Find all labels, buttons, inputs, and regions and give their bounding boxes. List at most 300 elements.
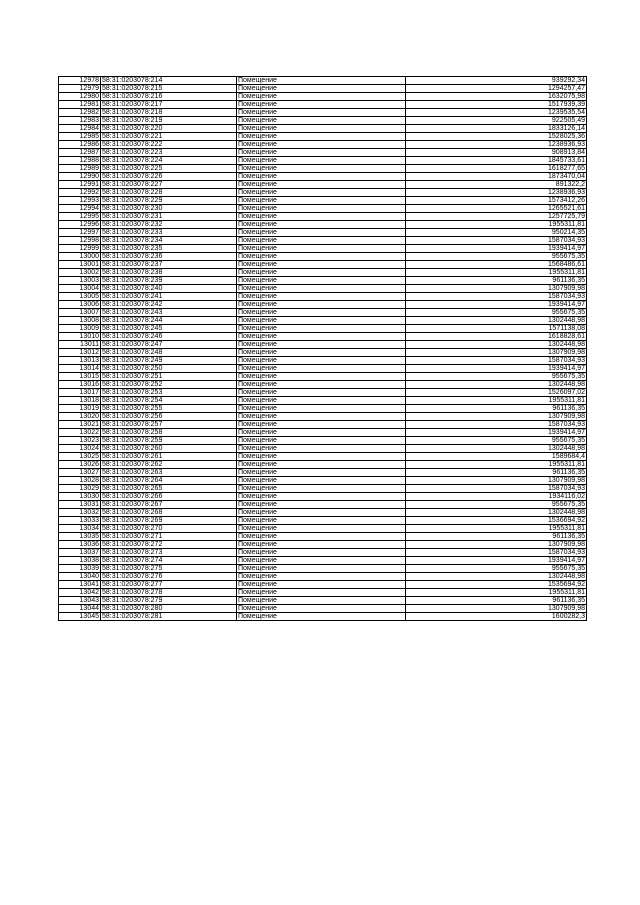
cadastral-number-cell: 58:31:0203078:222 [101, 141, 237, 149]
cadastral-value-cell: 1302448,98 [406, 573, 587, 581]
cadastral-number-cell: 58:31:0203078:221 [101, 133, 237, 141]
table-row [59, 573, 587, 581]
table-row [59, 509, 587, 517]
table-row [59, 77, 587, 85]
object-type-cell: Помещение [237, 141, 406, 149]
cadastral-value-cell: 1528025,36 [406, 133, 587, 141]
row-number-cell: 12993 [59, 197, 101, 205]
row-number-cell: 13040 [59, 573, 101, 581]
row-number-cell: 12990 [59, 173, 101, 181]
row-number-cell: 13025 [59, 453, 101, 461]
row-number-cell: 12980 [59, 93, 101, 101]
cadastral-number-cell: 58:31:0203078:256 [101, 413, 237, 421]
row-number-cell: 13016 [59, 381, 101, 389]
cadastral-value-cell: 950214,35 [406, 229, 587, 237]
cadastral-number-cell: 58:31:0203078:227 [101, 181, 237, 189]
object-type-cell: Помещение [237, 117, 406, 125]
table-row [59, 341, 587, 349]
cadastral-number-cell: 58:31:0203078:250 [101, 365, 237, 373]
object-type-cell: Помещение [237, 469, 406, 477]
cadastral-value-cell: 1934116,02 [406, 493, 587, 501]
object-type-cell: Помещение [237, 333, 406, 341]
cadastral-value-cell: 1587034,93 [406, 237, 587, 245]
cadastral-value-cell: 1302448,98 [406, 509, 587, 517]
cadastral-number-cell: 58:31:0203078:232 [101, 221, 237, 229]
row-number-cell: 13000 [59, 253, 101, 261]
cadastral-value-cell: 1955311,81 [406, 221, 587, 229]
cadastral-value-cell: 961136,35 [406, 533, 587, 541]
row-number-cell: 13013 [59, 357, 101, 365]
object-type-cell: Помещение [237, 405, 406, 413]
row-number-cell: 12983 [59, 117, 101, 125]
table-row [59, 141, 587, 149]
cadastral-number-cell: 58:31:0203078:267 [101, 501, 237, 509]
object-type-cell: Помещение [237, 413, 406, 421]
cadastral-number-cell: 58:31:0203078:274 [101, 557, 237, 565]
object-type-cell: Помещение [237, 293, 406, 301]
row-number-cell: 13001 [59, 261, 101, 269]
table-row [59, 197, 587, 205]
cadastral-number-cell: 58:31:0203078:240 [101, 285, 237, 293]
cadastral-value-cell: 1517939,39 [406, 101, 587, 109]
cadastral-value-cell: 961136,35 [406, 277, 587, 285]
table-row [59, 325, 587, 333]
table-row [59, 589, 587, 597]
row-number-cell: 12987 [59, 149, 101, 157]
row-number-cell: 13034 [59, 525, 101, 533]
table-row [59, 85, 587, 93]
object-type-cell: Помещение [237, 437, 406, 445]
cadastral-value-cell: 1535694,92 [406, 581, 587, 589]
cadastral-value-cell: 1307909,98 [406, 413, 587, 421]
cadastral-value-cell: 1257725,79 [406, 213, 587, 221]
cadastral-number-cell: 58:31:0203078:263 [101, 469, 237, 477]
table-row [59, 101, 587, 109]
cadastral-value-cell: 955675,35 [406, 309, 587, 317]
table-row [59, 381, 587, 389]
table-row [59, 149, 587, 157]
cadastral-value-cell: 1587034,93 [406, 549, 587, 557]
row-number-cell: 12988 [59, 157, 101, 165]
row-number-cell: 12982 [59, 109, 101, 117]
row-number-cell: 13042 [59, 589, 101, 597]
object-type-cell: Помещение [237, 197, 406, 205]
table-row [59, 301, 587, 309]
row-number-cell: 13024 [59, 445, 101, 453]
object-type-cell: Помещение [237, 557, 406, 565]
row-number-cell: 12995 [59, 213, 101, 221]
cadastral-value-cell: 1939414,97 [406, 429, 587, 437]
table-row [59, 165, 587, 173]
cadastral-number-cell: 58:31:0203078:268 [101, 509, 237, 517]
row-number-cell: 13017 [59, 389, 101, 397]
cadastral-value-cell: 1589684,4 [406, 453, 587, 461]
cadastral-number-cell: 58:31:0203078:231 [101, 213, 237, 221]
table-row [59, 357, 587, 365]
object-type-cell: Помещение [237, 357, 406, 365]
object-type-cell: Помещение [237, 189, 406, 197]
row-number-cell: 13044 [59, 605, 101, 613]
row-number-cell: 13032 [59, 509, 101, 517]
cadastral-number-cell: 58:31:0203078:224 [101, 157, 237, 165]
cadastral-number-cell: 58:31:0203078:230 [101, 205, 237, 213]
row-number-cell: 13031 [59, 501, 101, 509]
row-number-cell: 13014 [59, 365, 101, 373]
cadastral-value-cell: 1526097,02 [406, 389, 587, 397]
object-type-cell: Помещение [237, 165, 406, 173]
table-row [59, 157, 587, 165]
cadastral-number-cell: 58:31:0203078:237 [101, 261, 237, 269]
table-row [59, 293, 587, 301]
row-number-cell: 13004 [59, 285, 101, 293]
table-row [59, 461, 587, 469]
row-number-cell: 13008 [59, 317, 101, 325]
object-type-cell: Помещение [237, 373, 406, 381]
object-type-cell: Помещение [237, 477, 406, 485]
object-type-cell: Помещение [237, 365, 406, 373]
table-row [59, 349, 587, 357]
table-row [59, 485, 587, 493]
row-number-cell: 13006 [59, 301, 101, 309]
cadastral-value-cell: 1955311,81 [406, 461, 587, 469]
table-row [59, 429, 587, 437]
row-number-cell: 12985 [59, 133, 101, 141]
cadastral-value-cell: 1573412,26 [406, 197, 587, 205]
table-row [59, 277, 587, 285]
cadastral-value-cell: 1265521,61 [406, 205, 587, 213]
cadastral-number-cell: 58:31:0203078:225 [101, 165, 237, 173]
table-row [59, 221, 587, 229]
object-type-cell: Помещение [237, 453, 406, 461]
cadastral-value-cell: 1302448,98 [406, 341, 587, 349]
table-row [59, 541, 587, 549]
table-row [59, 477, 587, 485]
cadastral-number-cell: 58:31:0203078:254 [101, 397, 237, 405]
table-row [59, 501, 587, 509]
cadastral-number-cell: 58:31:0203078:281 [101, 613, 237, 621]
object-type-cell: Помещение [237, 613, 406, 621]
cadastral-number-cell: 58:31:0203078:259 [101, 437, 237, 445]
object-type-cell: Помещение [237, 525, 406, 533]
cadastral-number-cell: 58:31:0203078:258 [101, 429, 237, 437]
object-type-cell: Помещение [237, 77, 406, 85]
object-type-cell: Помещение [237, 549, 406, 557]
object-type-cell: Помещение [237, 605, 406, 613]
cadastral-number-cell: 58:31:0203078:273 [101, 549, 237, 557]
cadastral-number-cell: 58:31:0203078:265 [101, 485, 237, 493]
cadastral-number-cell: 58:31:0203078:277 [101, 581, 237, 589]
cadastral-value-cell: 891322,2 [406, 181, 587, 189]
table-row [59, 205, 587, 213]
cadastral-number-cell: 58:31:0203078:260 [101, 445, 237, 453]
cadastral-number-cell: 58:31:0203078:252 [101, 381, 237, 389]
cadastral-number-cell: 58:31:0203078:272 [101, 541, 237, 549]
object-type-cell: Помещение [237, 317, 406, 325]
cadastral-value-cell: 1845733,61 [406, 157, 587, 165]
object-type-cell: Помещение [237, 325, 406, 333]
row-number-cell: 13009 [59, 325, 101, 333]
cadastral-number-cell: 58:31:0203078:264 [101, 477, 237, 485]
cadastral-value-cell: 908913,84 [406, 149, 587, 157]
row-number-cell: 12998 [59, 237, 101, 245]
object-type-cell: Помещение [237, 597, 406, 605]
row-number-cell: 13002 [59, 269, 101, 277]
cadastral-value-cell: 961136,35 [406, 597, 587, 605]
cadastral-value-cell: 1568486,61 [406, 261, 587, 269]
table-row [59, 181, 587, 189]
table-row [59, 365, 587, 373]
object-type-cell: Помещение [237, 509, 406, 517]
cadastral-value-cell: 961136,35 [406, 405, 587, 413]
cadastral-number-cell: 58:31:0203078:271 [101, 533, 237, 541]
row-number-cell: 13026 [59, 461, 101, 469]
row-number-cell: 13021 [59, 421, 101, 429]
object-type-cell: Помещение [237, 461, 406, 469]
row-number-cell: 13036 [59, 541, 101, 549]
object-type-cell: Помещение [237, 213, 406, 221]
cadastral-value-cell: 1587034,93 [406, 357, 587, 365]
cadastral-number-cell: 58:31:0203078:226 [101, 173, 237, 181]
cadastral-value-cell: 1587034,93 [406, 485, 587, 493]
cadastral-value-cell: 922505,49 [406, 117, 587, 125]
cadastral-value-cell: 955675,35 [406, 437, 587, 445]
cadastral-number-cell: 58:31:0203078:238 [101, 269, 237, 277]
row-number-cell: 12992 [59, 189, 101, 197]
cadastral-number-cell: 58:31:0203078:235 [101, 245, 237, 253]
row-number-cell: 13037 [59, 549, 101, 557]
table-row [59, 549, 587, 557]
object-type-cell: Помещение [237, 173, 406, 181]
table-row [59, 613, 587, 621]
table-row [59, 421, 587, 429]
cadastral-value-cell: 1536694,92 [406, 517, 587, 525]
cadastral-value-cell: 1587034,93 [406, 421, 587, 429]
row-number-cell: 13035 [59, 533, 101, 541]
cadastral-number-cell: 58:31:0203078:228 [101, 189, 237, 197]
row-number-cell: 13007 [59, 309, 101, 317]
table-row [59, 189, 587, 197]
table-row [59, 597, 587, 605]
row-number-cell: 13039 [59, 565, 101, 573]
table-row [59, 389, 587, 397]
object-type-cell: Помещение [237, 485, 406, 493]
cadastral-value-cell: 955675,35 [406, 373, 587, 381]
cadastral-number-cell: 58:31:0203078:214 [101, 77, 237, 85]
table-row [59, 405, 587, 413]
table-row [59, 333, 587, 341]
cadastral-value-cell: 955675,35 [406, 253, 587, 261]
row-number-cell: 13038 [59, 557, 101, 565]
row-number-cell: 12986 [59, 141, 101, 149]
cadastral-number-cell: 58:31:0203078:262 [101, 461, 237, 469]
object-type-cell: Помещение [237, 493, 406, 501]
table-row [59, 605, 587, 613]
cadastral-number-cell: 58:31:0203078:275 [101, 565, 237, 573]
cadastral-number-cell: 58:31:0203078:244 [101, 317, 237, 325]
cadastral-value-cell: 955675,35 [406, 501, 587, 509]
object-type-cell: Помещение [237, 285, 406, 293]
property-table-body [59, 77, 587, 621]
cadastral-number-cell: 58:31:0203078:229 [101, 197, 237, 205]
cadastral-number-cell: 58:31:0203078:239 [101, 277, 237, 285]
row-number-cell: 12989 [59, 165, 101, 173]
cadastral-number-cell: 58:31:0203078:255 [101, 405, 237, 413]
row-number-cell: 13023 [59, 437, 101, 445]
table-row [59, 445, 587, 453]
cadastral-number-cell: 58:31:0203078:220 [101, 125, 237, 133]
table-row [59, 229, 587, 237]
cadastral-number-cell: 58:31:0203078:215 [101, 85, 237, 93]
table-row [59, 261, 587, 269]
cadastral-value-cell: 1239535,54 [406, 109, 587, 117]
row-number-cell: 13012 [59, 349, 101, 357]
cadastral-number-cell: 58:31:0203078:269 [101, 517, 237, 525]
table-row [59, 237, 587, 245]
row-number-cell: 13019 [59, 405, 101, 413]
cadastral-number-cell: 58:31:0203078:249 [101, 357, 237, 365]
row-number-cell: 12991 [59, 181, 101, 189]
cadastral-value-cell: 1294257,47 [406, 85, 587, 93]
cadastral-value-cell: 955675,35 [406, 565, 587, 573]
cadastral-value-cell: 1307909,98 [406, 477, 587, 485]
table-row [59, 525, 587, 533]
cadastral-value-cell: 1307909,98 [406, 285, 587, 293]
object-type-cell: Помещение [237, 237, 406, 245]
object-type-cell: Помещение [237, 445, 406, 453]
table-row [59, 397, 587, 405]
cadastral-number-cell: 58:31:0203078:246 [101, 333, 237, 341]
row-number-cell: 13018 [59, 397, 101, 405]
cadastral-value-cell: 1873470,04 [406, 173, 587, 181]
cadastral-value-cell: 1939414,97 [406, 557, 587, 565]
cadastral-number-cell: 58:31:0203078:245 [101, 325, 237, 333]
table-row [59, 117, 587, 125]
row-number-cell: 13015 [59, 373, 101, 381]
cadastral-number-cell: 58:31:0203078:280 [101, 605, 237, 613]
object-type-cell: Помещение [237, 533, 406, 541]
table-row [59, 253, 587, 261]
object-type-cell: Помещение [237, 181, 406, 189]
object-type-cell: Помещение [237, 85, 406, 93]
cadastral-value-cell: 1307909,98 [406, 605, 587, 613]
cadastral-number-cell: 58:31:0203078:217 [101, 101, 237, 109]
cadastral-number-cell: 58:31:0203078:276 [101, 573, 237, 581]
row-number-cell: 13041 [59, 581, 101, 589]
object-type-cell: Помещение [237, 149, 406, 157]
row-number-cell: 12994 [59, 205, 101, 213]
cadastral-value-cell: 1587034,93 [406, 293, 587, 301]
cadastral-number-cell: 58:31:0203078:242 [101, 301, 237, 309]
table-row [59, 373, 587, 381]
cadastral-value-cell: 1632075,98 [406, 93, 587, 101]
cadastral-value-cell: 1571138,08 [406, 325, 587, 333]
cadastral-number-cell: 58:31:0203078:253 [101, 389, 237, 397]
cadastral-value-cell: 1302448,98 [406, 445, 587, 453]
object-type-cell: Помещение [237, 421, 406, 429]
table-row [59, 533, 587, 541]
object-type-cell: Помещение [237, 157, 406, 165]
row-number-cell: 12981 [59, 101, 101, 109]
row-number-cell: 13022 [59, 429, 101, 437]
table-row [59, 493, 587, 501]
object-type-cell: Помещение [237, 541, 406, 549]
cadastral-number-cell: 58:31:0203078:261 [101, 453, 237, 461]
cadastral-number-cell: 58:31:0203078:270 [101, 525, 237, 533]
cadastral-value-cell: 1955311,81 [406, 589, 587, 597]
table-row [59, 109, 587, 117]
row-number-cell: 13043 [59, 597, 101, 605]
object-type-cell: Помещение [237, 581, 406, 589]
object-type-cell: Помещение [237, 269, 406, 277]
object-type-cell: Помещение [237, 221, 406, 229]
table-row [59, 133, 587, 141]
cadastral-number-cell: 58:31:0203078:241 [101, 293, 237, 301]
cadastral-value-cell: 1939414,97 [406, 301, 587, 309]
cadastral-value-cell: 1833126,14 [406, 125, 587, 133]
cadastral-value-cell: 1302448,98 [406, 317, 587, 325]
table-row [59, 173, 587, 181]
object-type-cell: Помещение [237, 565, 406, 573]
table-row [59, 453, 587, 461]
cadastral-value-cell: 1238936,93 [406, 141, 587, 149]
cadastral-number-cell: 58:31:0203078:236 [101, 253, 237, 261]
object-type-cell: Помещение [237, 93, 406, 101]
object-type-cell: Помещение [237, 397, 406, 405]
object-type-cell: Помещение [237, 429, 406, 437]
table-row [59, 269, 587, 277]
object-type-cell: Помещение [237, 245, 406, 253]
table-row [59, 557, 587, 565]
cadastral-value-cell: 1600282,3 [406, 613, 587, 621]
row-number-cell: 12999 [59, 245, 101, 253]
cadastral-value-cell: 939292,34 [406, 77, 587, 85]
cadastral-value-cell: 1939414,97 [406, 245, 587, 253]
cadastral-value-cell: 1955311,81 [406, 525, 587, 533]
object-type-cell: Помещение [237, 253, 406, 261]
cadastral-value-cell: 1238936,93 [406, 189, 587, 197]
row-number-cell: 13033 [59, 517, 101, 525]
table-row [59, 317, 587, 325]
row-number-cell: 12996 [59, 221, 101, 229]
object-type-cell: Помещение [237, 133, 406, 141]
cadastral-value-cell: 1618277,65 [406, 165, 587, 173]
table-row [59, 437, 587, 445]
table-row [59, 469, 587, 477]
table-row [59, 581, 587, 589]
cadastral-number-cell: 58:31:0203078:218 [101, 109, 237, 117]
table-row [59, 565, 587, 573]
table-row [59, 245, 587, 253]
row-number-cell: 13028 [59, 477, 101, 485]
cadastral-number-cell: 58:31:0203078:266 [101, 493, 237, 501]
object-type-cell: Помещение [237, 125, 406, 133]
cadastral-value-cell: 1302448,98 [406, 381, 587, 389]
row-number-cell: 13010 [59, 333, 101, 341]
row-number-cell: 13003 [59, 277, 101, 285]
cadastral-number-cell: 58:31:0203078:233 [101, 229, 237, 237]
cadastral-value-cell: 1307909,98 [406, 541, 587, 549]
table-row [59, 413, 587, 421]
cadastral-value-cell: 1955311,81 [406, 269, 587, 277]
cadastral-number-cell: 58:31:0203078:251 [101, 373, 237, 381]
object-type-cell: Помещение [237, 261, 406, 269]
cadastral-value-cell: 1307909,98 [406, 349, 587, 357]
cadastral-number-cell: 58:31:0203078:219 [101, 117, 237, 125]
cadastral-number-cell: 58:31:0203078:216 [101, 93, 237, 101]
cadastral-number-cell: 58:31:0203078:247 [101, 341, 237, 349]
cadastral-number-cell: 58:31:0203078:278 [101, 589, 237, 597]
object-type-cell: Помещение [237, 277, 406, 285]
